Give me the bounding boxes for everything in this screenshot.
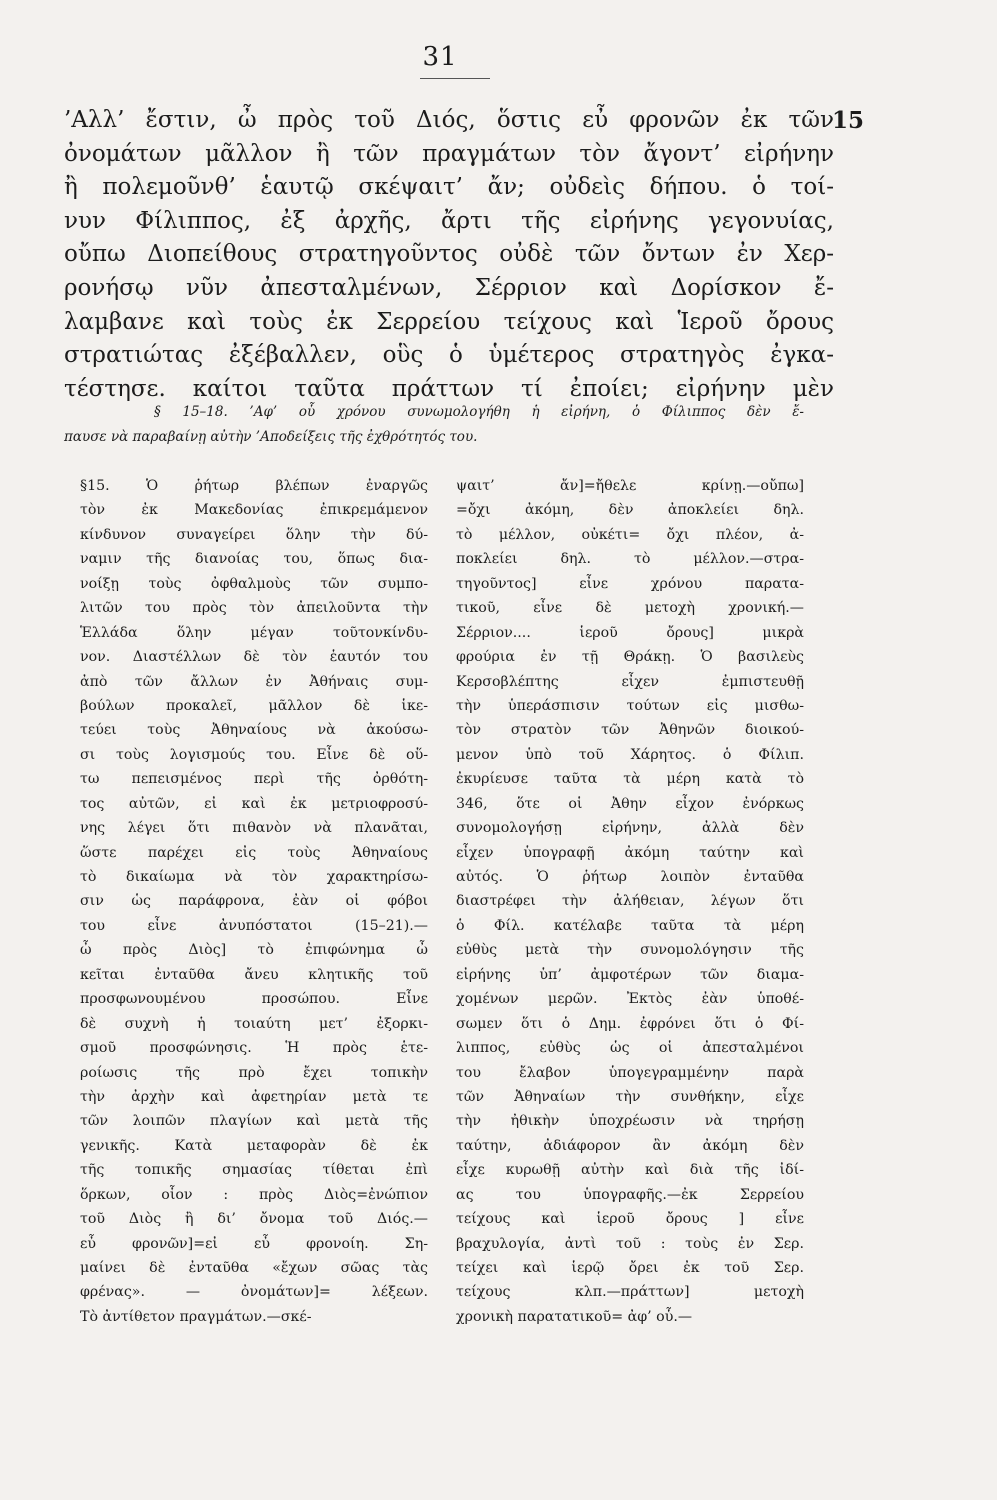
main-text-line: ρονήσῳ νῦν ἀπεσταλμένων, Σέρριον καὶ Δορίσκον ἔ- — [64, 274, 834, 301]
commentary-line: του ἔλαβον ὑπογεγραμμένην παρὰ — [456, 1064, 804, 1081]
commentary-line: τὴν ὑπεράσπισιν τούτων εἰς μισθω- — [456, 697, 804, 714]
commentary-line: ὥστε παρέχει εἰς τοὺς Ἀθηναίους — [80, 844, 428, 861]
commentary-line: μαίνει δὲ ἐνταῦθα «ἔχων σῶας τὰς — [80, 1260, 428, 1276]
commentary-line: τὴν ἀρχὴν καὶ ἀφετηρίαν μετὰ τε — [80, 1088, 428, 1105]
commentary-line: προσφωνουμένου προσώπου. Εἶνε — [80, 991, 428, 1008]
commentary-line: τεύει τοὺς Ἀθηναίους νὰ ἀκούσω- — [80, 722, 428, 739]
commentary-line: τικοῦ, εἶνε δὲ μετοχὴ χρονική.— — [456, 600, 804, 617]
commentary-line: εἰρήνης ὑπ’ ἀμφοτέρων τῶν διαμα- — [456, 966, 804, 983]
commentary-line: διαστρέφει τὴν ἀλήθειαν, λέγων ὅτι — [456, 893, 804, 910]
section-summary — [64, 400, 804, 450]
commentary-line: τῆς τοπικῆς σημασίας τίθεται ἐπὶ — [80, 1162, 428, 1179]
commentary-line: σωμεν ὅτι ὁ Δημ. ἐφρόνει ὅτι ὁ Φί- — [456, 1015, 804, 1032]
commentary-line: ὦ πρὸς Διὸς] τὸ ἐπιφώνημα ὦ — [80, 942, 428, 959]
main-text-line: ἢ πολεμοῦνθ’ ἑαυτῷ σκέψαιτ’ ἄν; οὐδεὶς δήπου. ὁ τοί- — [64, 174, 834, 201]
commentary-line: κίνδυνον συναγείρει ὅλην τὴν δύ- — [80, 526, 428, 543]
commentary-line: ὅρκων, οἷον : πρὸς Διὸς=ἐνώπιον — [80, 1186, 428, 1203]
commentary-line: λιππος, εὐθὺς ὡς οἱ ἀπεσταλμένοι — [456, 1040, 804, 1057]
commentary-line: ἐκυρίευσε ταῦτα τὰ μέρη κατὰ τὸ — [456, 771, 804, 788]
commentary-line: τὴν ἠθικὴν ὑποχρέωσιν νὰ τηρήσῃ — [456, 1113, 804, 1130]
commentary-line: ἀπὸ τῶν ἄλλων ἐν Ἀθήναις συμ- — [80, 673, 428, 690]
commentary-line: Τὸ ἀντίθετον πραγμάτων.—σκέ- — [80, 1308, 312, 1325]
commentary-line: κεῖται ἐνταῦθα ἄνευ κλητικῆς τοῦ — [80, 966, 428, 983]
commentary-line: τος αὐτῶν, εἰ καὶ ἐκ μετριοφροσύ- — [80, 795, 428, 812]
main-text-line: οὔπω Διοπείθους στρατηγοῦντος οὐδὲ τῶν ὄντων ἐν Χερ- — [64, 241, 834, 268]
summary-line: παυσε νὰ παραβαίνῃ αὐτὴν ’Αποδείξεις τῆς ἐχθρότητός του. — [64, 429, 478, 445]
commentary-line: βούλων προκαλεῖ, μᾶλλον δὲ ἱκε- — [80, 697, 428, 714]
main-text — [64, 104, 834, 406]
commentary-line: τείχους καὶ ἱεροῦ ὄρους ] εἶνε — [456, 1211, 804, 1228]
main-text-line: ’Αλλ’ ἔστιν, ὦ πρὸς τοῦ Διός, ὅστις εὖ φρονῶν ἐκ τῶν — [64, 107, 834, 133]
main-text-line: ὀνομάτων μᾶλλον ἢ τῶν πραγμάτων τὸν ἄγοντ’ εἰρήνην — [64, 140, 834, 167]
commentary-line: τὸ μέλλον, οὐκέτι= ὄχι πλέον, ἀ- — [456, 526, 804, 543]
commentary-line: ταύτην, ἀδιάφορον ἂν ἀκόμη δὲν — [456, 1137, 804, 1154]
commentary-line: τὸ δικαίωμα νὰ τὸν χαρακτηρίσω- — [80, 869, 428, 885]
commentary-line: σιν ὡς παράφρονα, ἐὰν οἱ φόβοι — [80, 893, 428, 910]
commentary-line: Σέρριον.... ἱεροῦ ὄρους] μικρὰ — [456, 624, 804, 641]
commentary-line: ναμιν τῆς διανοίας του, ὅπως δια- — [80, 551, 428, 568]
commentary-line: §15. Ὁ ῥήτωρ βλέπων ἐναργῶς — [80, 478, 428, 494]
commentary-line: μενον ὑπὸ τοῦ Χάρητος. ὁ Φίλιπ. — [456, 746, 804, 763]
commentary-line: φρούρια ἐν τῇ Θράκῃ. Ὁ βασιλεὺς — [456, 649, 804, 666]
commentary-line: συνομολογήσῃ εἰρήνην, ἀλλὰ δὲν — [456, 820, 804, 837]
commentary-line: τείχους κλπ.—πράττων] μετοχὴ — [456, 1284, 804, 1301]
commentary-line: αὐτός. Ὁ ῥήτωρ λοιπὸν ἐνταῦθα — [456, 869, 804, 885]
commentary-line: 346, ὅτε οἱ Ἀθην εἶχον ἐνόρκως — [456, 795, 804, 812]
main-text-line: στρατιώτας ἐξέβαλλεν, οὓς ὁ ὑμέτερος στρατηγὸς ἐγκα- — [64, 342, 834, 369]
page-number: 31 — [422, 42, 458, 72]
commentary-line: φρένας». — ὀνομάτων]= λέξεων. — [80, 1284, 428, 1301]
commentary-line: τῶν λοιπῶν πλαγίων καὶ μετὰ τῆς — [80, 1113, 428, 1130]
main-text-line: νυν Φίλιππος, ἐξ ἀρχῆς, ἄρτι τῆς εἰρήνης γεγονυίας, — [64, 207, 834, 234]
commentary-line: βραχυλογία, ἀντὶ τοῦ : τοὺς ἐν Σερ. — [456, 1235, 804, 1252]
commentary-left-column — [80, 474, 428, 1329]
commentary-right-column — [456, 474, 804, 1329]
commentary-line: τὸν ἐκ Μακεδονίας ἐπικρεμάμενον — [80, 502, 428, 519]
commentary-line: νοίξῃ τοὺς ὀφθαλμοὺς τῶν συμπο- — [80, 575, 428, 592]
commentary-line: τοῦ Διὸς ἢ δι’ ὄνομα τοῦ Διός.— — [80, 1211, 428, 1228]
commentary-line: Ἑλλάδα ὅλην μέγαν τοῦτονκίνδυ- — [80, 624, 428, 641]
commentary-line: σμοῦ προσφώνησις. Ἡ πρὸς ἑτε- — [80, 1040, 428, 1057]
main-text-line: λαμβανε καὶ τοὺς ἐκ Σερρείου τείχους καὶ Ἱεροῦ ὄρους — [64, 308, 834, 335]
commentary-line: γενικῆς. Κατὰ μεταφορὰν δὲ ἐκ — [80, 1137, 428, 1154]
commentary-line: σι τοὺς λογισμούς του. Εἶνε δὲ οὕ- — [80, 746, 428, 763]
commentary-line: χρονικὴ παρατατικοῦ= ἀφ’ οὗ.— — [456, 1308, 693, 1325]
main-text-line: τέστησε. καίτοι ταῦτα πράττων τί ἐποίει; εἰρήνην μὲν — [64, 375, 834, 402]
commentary-line: εὐθὺς μετὰ τὴν συνομολόγησιν τῆς — [456, 942, 804, 959]
commentary-line: =ὄχι ἀκόμη, δὲν ἀποκλείει δηλ. — [456, 502, 804, 519]
commentary-line: τω πεπεισμένος περὶ τῆς ὀρθότη- — [80, 771, 428, 788]
commentary-line: τείχει καὶ ἱερῷ ὄρει ἐκ τοῦ Σερ. — [456, 1260, 804, 1276]
summary-line: § 15–18. ’Αφ’ οὗ χρόνου συνωμολογήθη ἡ εἰρήνη, ὁ Φίλιππος δὲν ἔ- — [154, 404, 804, 420]
commentary-line: δὲ συχνὴ ἡ τοιαύτη μετ’ ἐξορκι- — [80, 1015, 428, 1032]
commentary-line: χομένων μερῶν. Ἐκτὸς ἐὰν ὑποθέ- — [456, 991, 804, 1008]
commentary-line: τῶν Ἀθηναίων τὴν συνθήκην, εἶχε — [456, 1088, 804, 1105]
commentary-line: ας του ὑπογραφῆς.—ἐκ Σερρείου — [456, 1186, 804, 1203]
commentary-line: εὖ φρονῶν]=εἰ εὖ φρονοίη. Ση- — [80, 1235, 428, 1252]
commentary-line: νον. Διαστέλλων δὲ τὸν ἑαυτόν του — [80, 649, 428, 666]
commentary-line: νης λέγει ὅτι πιθανὸν νὰ πλανᾶται, — [80, 820, 428, 837]
commentary-line: του εἶνε ἀνυπόστατοι (15–21).— — [80, 917, 428, 934]
commentary-line: εἶχεν ὑπογραφῇ ἀκόμη ταύτην καὶ — [456, 844, 804, 861]
commentary-line: ροίωσις τῆς πρὸ ἔχει τοπικὴν — [80, 1064, 428, 1081]
line-number-marker: 15 — [832, 107, 865, 134]
commentary-line: τὸν στρατὸν τῶν Ἀθηνῶν διοικού- — [456, 722, 804, 739]
commentary-line: εἶχε κυρωθῇ αὐτὴν καὶ διὰ τῆς ἰδί- — [456, 1162, 804, 1179]
commentary-line: τηγοῦντος] εἶνε χρόνου παρατα- — [456, 575, 804, 592]
commentary-line: ὁ Φίλ. κατέλαβε ταῦτα τὰ μέρη — [456, 917, 804, 934]
header-rule — [420, 78, 490, 79]
commentary-line: Κερσοβλέπτης εἶχεν ἐμπιστευθῇ — [456, 673, 804, 690]
commentary-line: λιτῶν του πρὸς τὸν ἀπειλοῦντα τὴν — [80, 600, 428, 617]
commentary-line: ποκλείει δηλ. τὸ μέλλον.—στρα- — [456, 551, 804, 568]
commentary-line: ψαιτ’ ἄν]=ἤθελε κρίνῃ.—οὔπω] — [456, 478, 804, 494]
